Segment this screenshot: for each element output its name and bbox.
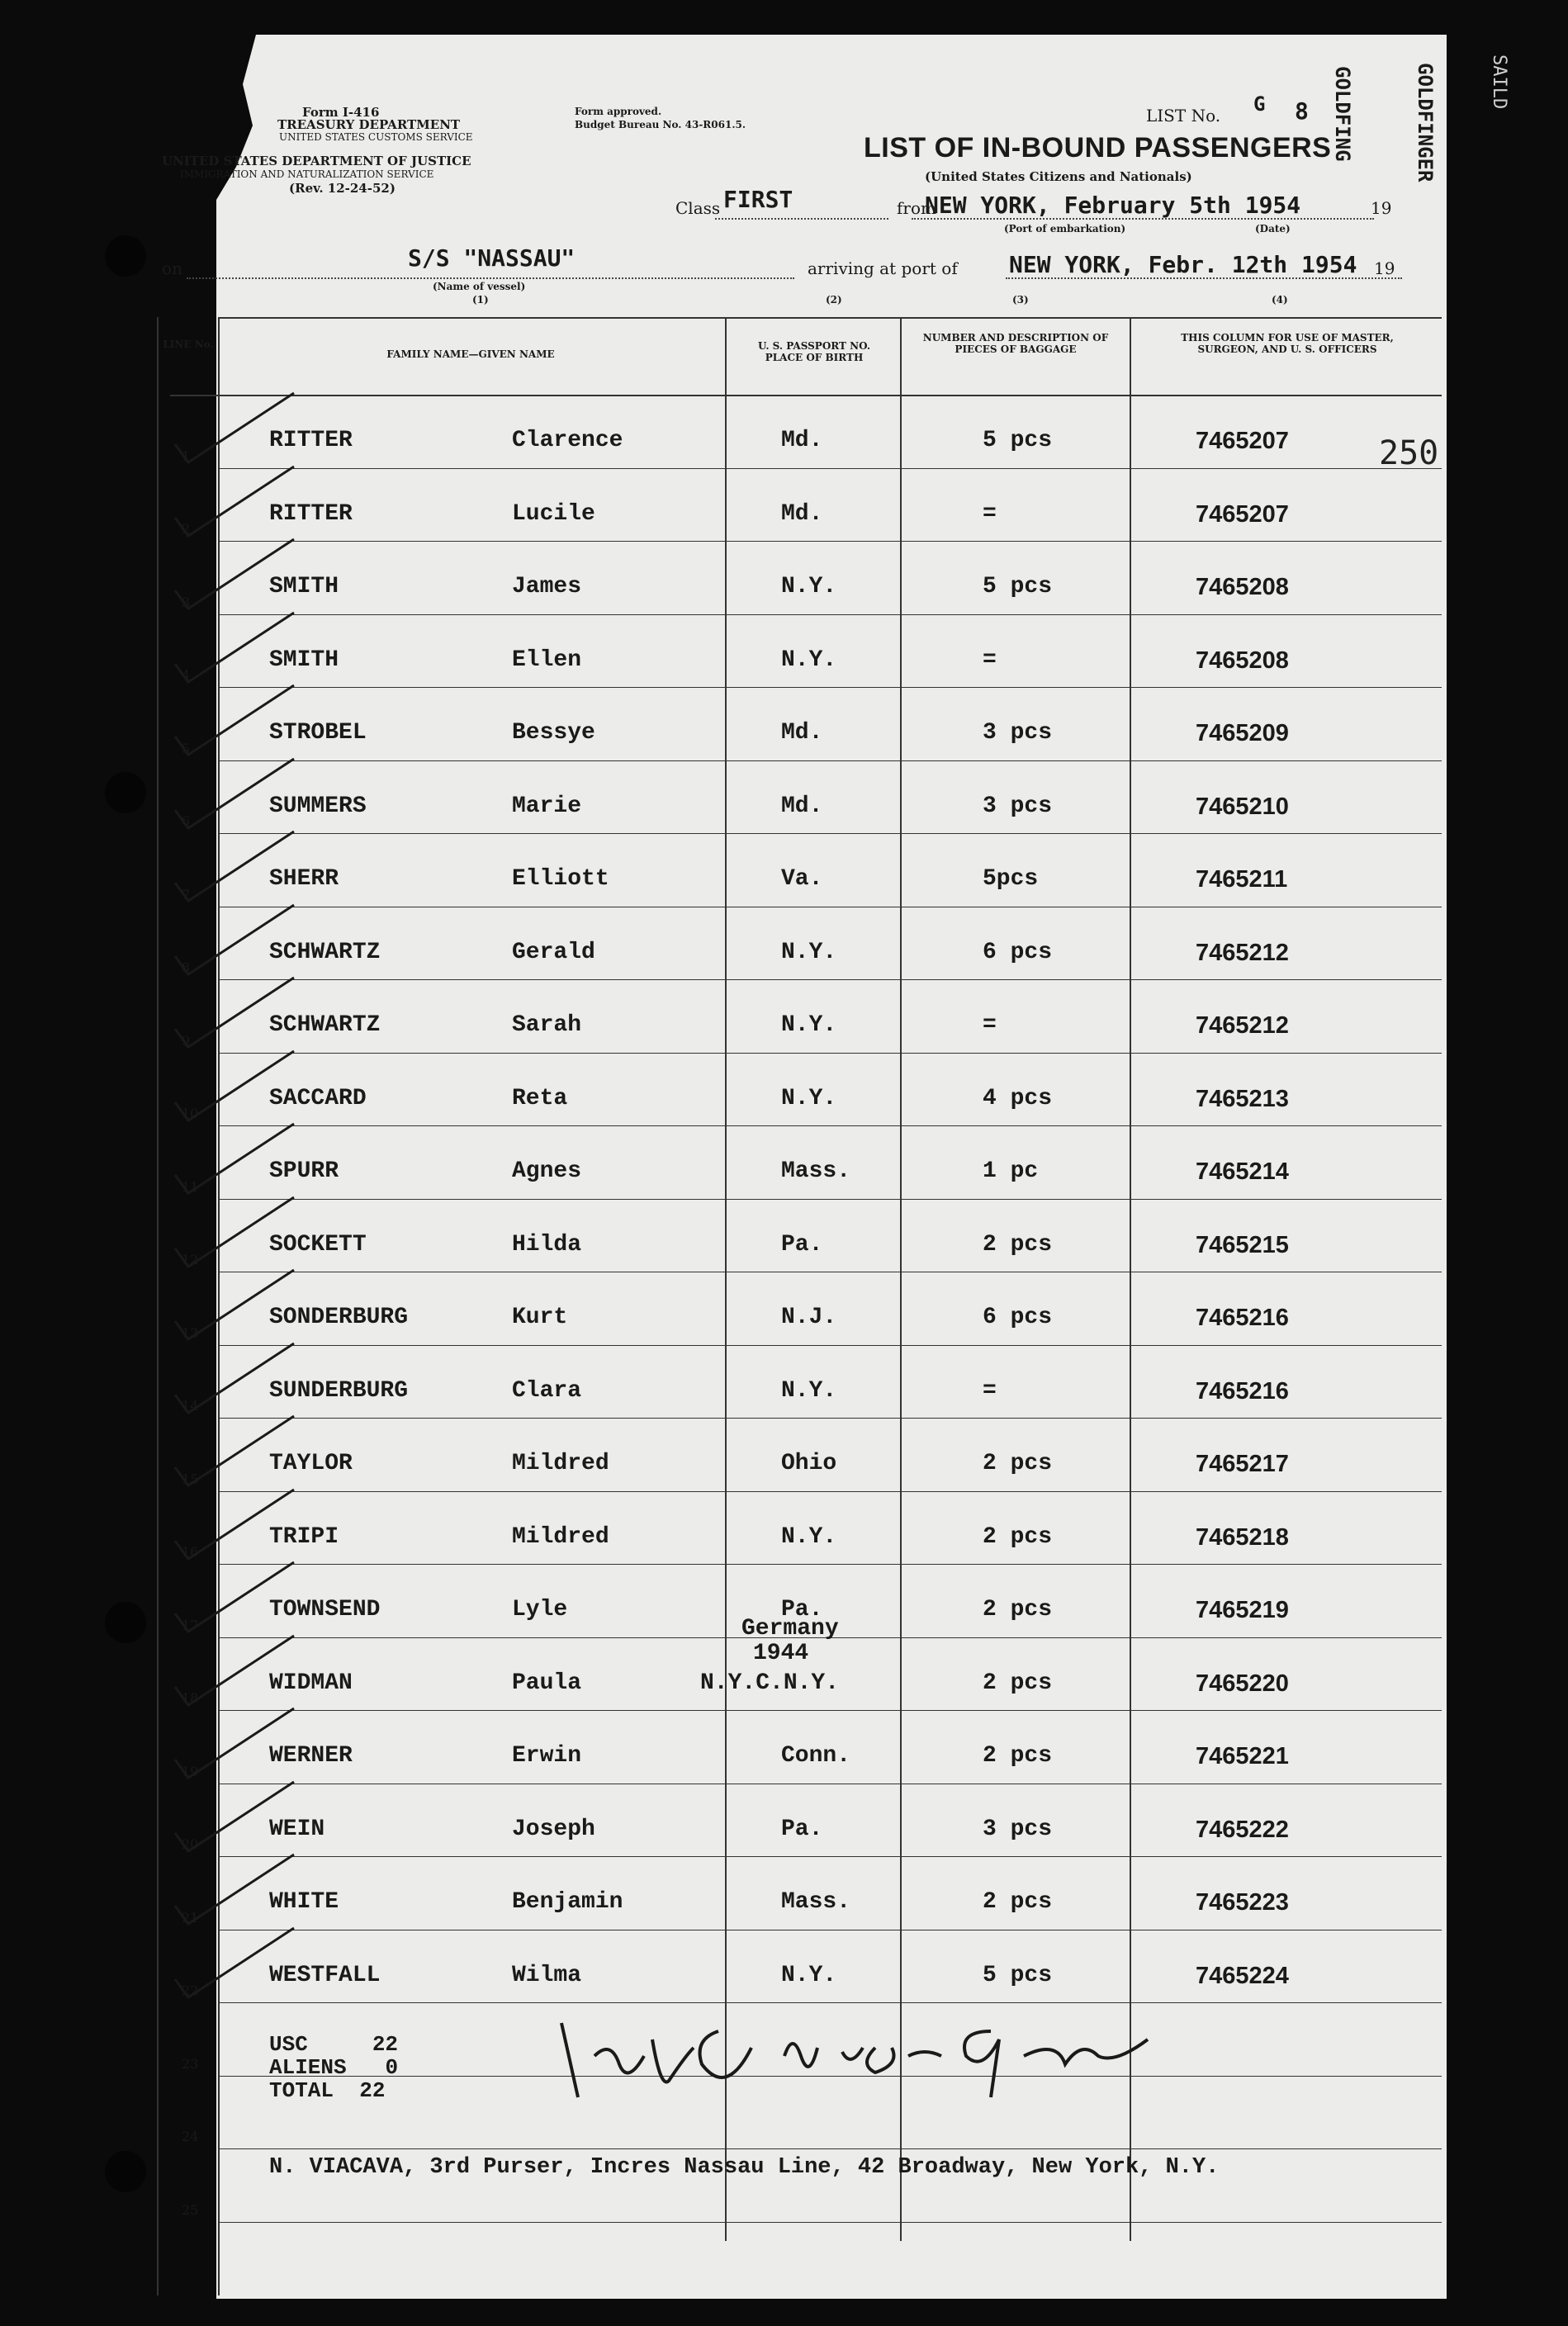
given-name: Bessye bbox=[512, 720, 595, 746]
col-header-line: LINE No. bbox=[163, 339, 214, 350]
family-name: WIDMAN bbox=[269, 1670, 353, 1696]
family-name: SACCARD bbox=[269, 1085, 367, 1111]
baggage-count: = bbox=[983, 1012, 997, 1038]
col-header-passport: U. S. PASSPORT NO. PLACE OF BIRTH bbox=[757, 340, 871, 363]
form-title: LIST OF IN-BOUND PASSENGERS bbox=[864, 132, 1332, 163]
family-name: SPURR bbox=[269, 1158, 339, 1184]
given-name: Clara bbox=[512, 1377, 582, 1404]
caption-4: (4) bbox=[1272, 294, 1288, 306]
place-of-birth: Md. bbox=[781, 720, 823, 746]
col-header-name: FAMILY NAME—GIVEN NAME bbox=[386, 348, 555, 360]
budget-bureau: Budget Bureau No. 43-R061.5. bbox=[575, 119, 746, 130]
ticket-number: 7465219 bbox=[1196, 1597, 1289, 1623]
handwritten-250: 250 bbox=[1379, 434, 1439, 472]
ticket-number: 7465211 bbox=[1196, 866, 1288, 893]
stamp-goldfinger: GOLDFINGER bbox=[1414, 63, 1437, 182]
place-of-birth: N.Y. bbox=[781, 1085, 837, 1111]
row-separator bbox=[220, 2148, 1442, 2149]
from-dotline bbox=[912, 218, 1374, 220]
family-name: WESTFALL bbox=[269, 1962, 381, 1988]
place-of-birth: Ohio bbox=[781, 1451, 837, 1476]
place-of-birth: N.Y. bbox=[781, 939, 837, 965]
baggage-count: 6 pcs bbox=[983, 1305, 1053, 1330]
usc-row bbox=[269, 2033, 398, 2056]
row-separator bbox=[220, 541, 1442, 542]
ticket-number: 7465216 bbox=[1196, 1305, 1289, 1331]
ticket-number: 7465224 bbox=[1196, 1962, 1289, 1989]
punch-hole bbox=[105, 1602, 146, 1643]
from-label: from bbox=[897, 198, 936, 218]
row-separator bbox=[220, 1053, 1442, 1054]
family-name: SMITH bbox=[269, 574, 339, 599]
family-name: TAYLOR bbox=[269, 1451, 353, 1476]
family-name: SUNDERBURG bbox=[269, 1377, 409, 1404]
place-of-birth: Mass. bbox=[781, 1158, 851, 1184]
list-letter: G bbox=[1253, 92, 1266, 116]
stamp-saild: SAILD bbox=[1489, 54, 1509, 110]
family-name: SMITH bbox=[269, 647, 339, 673]
ticket-number: 7465217 bbox=[1196, 1451, 1289, 1477]
given-name: Elliott bbox=[512, 866, 609, 892]
line-number: 2 bbox=[182, 521, 191, 537]
place-of-birth: Pa. bbox=[781, 1231, 823, 1258]
ticket-number: 7465208 bbox=[1196, 574, 1289, 600]
arriving-value: NEW YORK, Febr. 12th 1954 bbox=[1009, 251, 1357, 278]
baggage-count: 2 pcs bbox=[983, 1523, 1053, 1550]
baggage-count: 5 pcs bbox=[983, 1962, 1053, 1988]
ticket-number: 7465216 bbox=[1196, 1377, 1289, 1405]
caption-2: (2) bbox=[826, 294, 842, 306]
place-of-birth: Md. bbox=[781, 500, 823, 527]
given-name: Gerald bbox=[512, 939, 595, 965]
given-name: James bbox=[512, 574, 582, 599]
place-of-birth: Pa. bbox=[781, 1816, 823, 1842]
line-number: 24 bbox=[182, 2129, 199, 2144]
row-separator bbox=[220, 1345, 1442, 1346]
family-name: TOWNSEND bbox=[269, 1597, 381, 1623]
totals-block bbox=[269, 2033, 398, 2102]
family-name: RITTER bbox=[269, 428, 353, 453]
vessel-caption-num: (1) bbox=[472, 294, 489, 306]
family-name: SOCKETT bbox=[269, 1231, 367, 1258]
family-name: SUMMERS bbox=[269, 793, 367, 819]
given-name: Kurt bbox=[512, 1305, 568, 1330]
baggage-count: 6 pcs bbox=[983, 939, 1053, 965]
on-label: on bbox=[162, 258, 182, 278]
ticket-number: 7465210 bbox=[1196, 793, 1289, 820]
table-top-border bbox=[220, 317, 1442, 319]
passport-col-border bbox=[900, 317, 902, 2241]
line-number: 14 bbox=[182, 1398, 199, 1414]
dept-ins: IMMIGRATION AND NATURALIZATION SERVICE bbox=[180, 168, 434, 180]
port-embark-caption: (Port of embarkation) bbox=[1004, 223, 1126, 234]
ticket-number: 7465207 bbox=[1196, 428, 1289, 454]
baggage-count: = bbox=[983, 1377, 997, 1404]
family-name: RITTER bbox=[269, 500, 353, 527]
ticket-number: 7465214 bbox=[1196, 1158, 1289, 1185]
given-name: Agnes bbox=[512, 1158, 582, 1184]
family-name: SHERR bbox=[269, 866, 339, 892]
baggage-count: 2 pcs bbox=[983, 1743, 1053, 1769]
vessel-name: S/S "NASSAU" bbox=[408, 244, 576, 272]
date-caption: (Date) bbox=[1255, 223, 1291, 234]
form-revision: (Rev. 12-24-52) bbox=[289, 181, 396, 196]
line-number: 12 bbox=[182, 1252, 199, 1267]
family-name: SONDERBURG bbox=[269, 1305, 409, 1330]
place-of-birth: N.Y. bbox=[781, 574, 837, 599]
line-number: 4 bbox=[182, 667, 191, 683]
baggage-count: 2 pcs bbox=[983, 1889, 1053, 1915]
col-header-officers: THIS COLUMN FOR USE OF MASTER, SURGEON, AND U. S. OFFICERS bbox=[1181, 332, 1394, 355]
from-suffix: 19 bbox=[1371, 198, 1392, 218]
line-number: 19 bbox=[182, 1763, 199, 1779]
given-name: Mildred bbox=[512, 1451, 609, 1476]
ticket-number: 7465220 bbox=[1196, 1670, 1289, 1697]
given-name: Lyle bbox=[512, 1597, 568, 1623]
place-of-birth: Md. bbox=[781, 793, 823, 819]
baggage-count: 1 pc bbox=[983, 1158, 1039, 1184]
total-label: TOTAL bbox=[269, 2078, 334, 2103]
family-name: WEIN bbox=[269, 1816, 325, 1842]
given-name: Hilda bbox=[512, 1231, 582, 1258]
line-number: 5 bbox=[182, 740, 191, 756]
row-separator bbox=[220, 1856, 1442, 1857]
given-name: Lucile bbox=[512, 500, 595, 527]
ticket-number: 7465208 bbox=[1196, 647, 1289, 674]
given-name: Clarence bbox=[512, 428, 623, 453]
aliens-label: ALIENS bbox=[269, 2055, 347, 2080]
punch-hole bbox=[105, 2151, 146, 2192]
row-separator bbox=[220, 2002, 1442, 2003]
check-mark bbox=[170, 1918, 302, 2009]
given-name: Benjamin bbox=[512, 1889, 623, 1915]
given-name: Reta bbox=[512, 1085, 568, 1111]
place-of-birth: Pa. bbox=[781, 1597, 823, 1623]
baggage-count: 3 pcs bbox=[983, 793, 1053, 819]
ticket-number: 7465221 bbox=[1196, 1743, 1289, 1769]
dept-treasury: TREASURY DEPARTMENT bbox=[277, 117, 461, 132]
row-separator bbox=[220, 1710, 1442, 1711]
given-name: Erwin bbox=[512, 1743, 582, 1769]
row-separator bbox=[220, 1491, 1442, 1492]
baggage-count: 5pcs bbox=[983, 866, 1039, 892]
arriving-label: arriving at port of bbox=[808, 258, 958, 278]
given-name: Wilma bbox=[512, 1962, 582, 1988]
place-of-birth: N.Y. bbox=[781, 1962, 837, 1988]
usc-label: USC bbox=[269, 2032, 308, 2057]
given-name: Sarah bbox=[512, 1012, 582, 1038]
line-number: 22 bbox=[182, 1983, 199, 1998]
ticket-number: 7465215 bbox=[1196, 1231, 1289, 1258]
place-of-birth: Md. bbox=[781, 428, 823, 453]
row-separator bbox=[220, 833, 1442, 834]
total-row bbox=[269, 2079, 398, 2102]
line-number: 11 bbox=[182, 1178, 199, 1195]
baggage-count: 3 pcs bbox=[983, 720, 1053, 746]
place-of-birth: Va. bbox=[781, 866, 823, 892]
given-name: Ellen bbox=[512, 647, 582, 673]
row-separator bbox=[220, 1564, 1442, 1565]
col-header-baggage: NUMBER AND DESCRIPTION OF PIECES OF BAGGAGE bbox=[922, 332, 1109, 355]
stamp-goldfing: GOLDFING bbox=[1331, 66, 1354, 162]
row-separator bbox=[220, 1125, 1442, 1126]
line-number: 8 bbox=[182, 959, 191, 975]
given-name: Paula bbox=[512, 1670, 582, 1696]
place-of-birth: Mass. bbox=[781, 1889, 851, 1915]
place-of-birth: N.J. bbox=[781, 1305, 837, 1330]
place-of-birth: N.Y. bbox=[781, 1377, 837, 1404]
line-number: 18 bbox=[182, 1690, 199, 1706]
usc-value: 22 bbox=[372, 2032, 399, 2057]
line-number: 1 bbox=[182, 448, 191, 464]
place-of-birth: N.Y.C.N.Y. bbox=[700, 1670, 840, 1696]
family-name: TRIPI bbox=[269, 1523, 339, 1550]
line-number: 7 bbox=[182, 886, 191, 902]
total-value: 22 bbox=[359, 2078, 386, 2103]
baggage-count: 2 pcs bbox=[983, 1451, 1053, 1476]
line-number: 6 bbox=[182, 813, 191, 829]
given-name: Mildred bbox=[512, 1523, 609, 1550]
place-of-birth: N.Y. bbox=[781, 647, 837, 673]
vessel-dotline bbox=[187, 277, 794, 279]
ticket-number: 7465213 bbox=[1196, 1085, 1289, 1112]
family-name: STROBEL bbox=[269, 720, 367, 746]
family-name: SCHWARTZ bbox=[269, 1012, 381, 1038]
baggage-count: 5 pcs bbox=[983, 428, 1053, 453]
place-of-birth: Conn. bbox=[781, 1743, 851, 1769]
given-name: Marie bbox=[512, 793, 582, 819]
row-separator bbox=[220, 760, 1442, 761]
line-number: 10 bbox=[182, 1106, 199, 1121]
line-number: 20 bbox=[182, 1836, 199, 1852]
list-no-value: 8 bbox=[1295, 97, 1309, 125]
baggage-count: 2 pcs bbox=[983, 1670, 1053, 1696]
inspector-signature bbox=[545, 2006, 1206, 2106]
list-no-label: LIST No. bbox=[1146, 106, 1221, 126]
baggage-count: 5 pcs bbox=[983, 574, 1053, 599]
caption-3: (3) bbox=[1012, 294, 1029, 306]
table-left-border bbox=[157, 317, 159, 2295]
row-separator bbox=[220, 614, 1442, 615]
form-number: Form I-416 bbox=[302, 105, 380, 120]
line-number: 15 bbox=[182, 1471, 199, 1487]
name-col-border bbox=[725, 317, 727, 2241]
ticket-number: 7465223 bbox=[1196, 1889, 1289, 1916]
dept-justice: UNITED STATES DEPARTMENT OF JUSTICE bbox=[162, 154, 471, 168]
baggage-count: = bbox=[983, 500, 997, 527]
class-label: Class bbox=[675, 198, 721, 218]
baggage-count: 4 pcs bbox=[983, 1085, 1053, 1111]
baggage-count: 3 pcs bbox=[983, 1816, 1053, 1842]
place-of-birth: N.Y. bbox=[781, 1012, 837, 1038]
line-number: 16 bbox=[182, 1544, 199, 1560]
punch-hole bbox=[105, 235, 146, 277]
baggage-count: = bbox=[983, 647, 997, 673]
ticket-number: 7465212 bbox=[1196, 1012, 1289, 1039]
ticket-number: 7465222 bbox=[1196, 1816, 1289, 1843]
aliens-value: 0 bbox=[385, 2055, 399, 2080]
aliens-row bbox=[269, 2056, 398, 2079]
family-name: SCHWARTZ bbox=[269, 939, 381, 965]
birth-note-year: 1944 bbox=[753, 1640, 809, 1666]
ticket-number: 7465207 bbox=[1196, 500, 1289, 528]
family-name: WERNER bbox=[269, 1743, 353, 1769]
line-number: 21 bbox=[182, 1909, 199, 1926]
line-number: 25 bbox=[182, 2201, 199, 2218]
row-separator bbox=[220, 468, 1442, 469]
ticket-number: 7465209 bbox=[1196, 720, 1289, 746]
purser-line: N. VIACAVA, 3rd Purser, Incres Nassau Line, 42 Broadway, New York, N.Y. bbox=[269, 2155, 1220, 2180]
line-number: 13 bbox=[182, 1324, 199, 1341]
birth-note-country: Germany bbox=[741, 1615, 839, 1641]
place-of-birth: N.Y. bbox=[781, 1523, 837, 1550]
dept-customs: UNITED STATES CUSTOMS SERVICE bbox=[279, 131, 473, 143]
given-name: Joseph bbox=[512, 1816, 595, 1842]
baggage-count: 2 pcs bbox=[983, 1231, 1053, 1258]
baggage-col-border bbox=[1130, 317, 1131, 2241]
form-subtitle: (United States Citizens and Nationals) bbox=[925, 169, 1192, 184]
row-separator bbox=[220, 979, 1442, 980]
row-separator bbox=[220, 1418, 1442, 1419]
row-separator bbox=[220, 2222, 1442, 2223]
line-number: 3 bbox=[182, 594, 191, 610]
class-value: FIRST bbox=[723, 186, 793, 213]
from-value: NEW YORK, February 5th 1954 bbox=[925, 192, 1301, 219]
line-number: 23 bbox=[182, 2055, 199, 2072]
row-separator bbox=[220, 1199, 1442, 1200]
vessel-caption: (Name of vessel) bbox=[433, 281, 526, 292]
class-dotline bbox=[715, 218, 888, 220]
family-name: WHITE bbox=[269, 1889, 339, 1915]
header-bottom-border bbox=[170, 395, 1442, 396]
line-number: 9 bbox=[182, 1032, 191, 1049]
arriving-dotline bbox=[1006, 277, 1402, 279]
arriving-suffix: 19 bbox=[1374, 258, 1395, 278]
row-separator bbox=[220, 687, 1442, 688]
form-approved: Form approved. bbox=[575, 106, 662, 117]
ticket-number: 7465218 bbox=[1196, 1523, 1289, 1551]
punch-hole bbox=[105, 772, 146, 813]
ticket-number: 7465212 bbox=[1196, 939, 1289, 966]
line-number: 17 bbox=[182, 1617, 199, 1633]
baggage-count: 2 pcs bbox=[983, 1597, 1053, 1623]
